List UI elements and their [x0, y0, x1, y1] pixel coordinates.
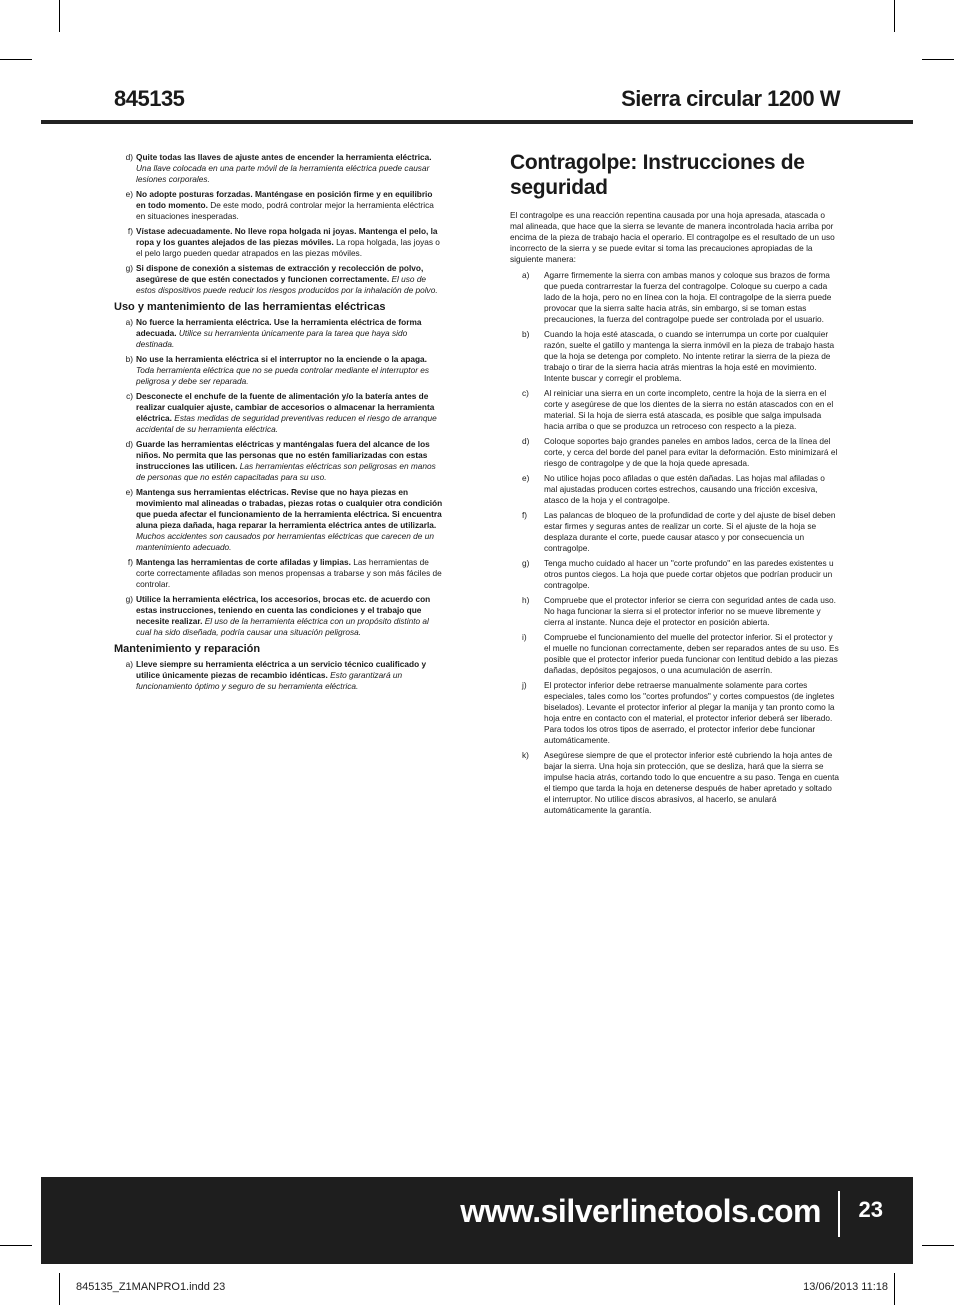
item-text: [136, 659, 444, 692]
page-number: 23: [858, 1197, 883, 1222]
item-text: [136, 557, 444, 590]
item-text: Tenga mucho cuidado al hacer un "corte profundo" en las paredes existentes u otros puntos ciegos. La hoja que puede cortar objetos que podrían producir un contragolpe.: [544, 558, 834, 590]
item-text: [136, 487, 444, 553]
item-text-italic: Esto garantizará un funcionamiento óptimo y seguro de su herramienta eléctrica.: [136, 670, 403, 691]
item-label: a): [125, 317, 133, 327]
item-text: El protector inferior debe retraerse manualmente solamente para cortes especiales, tales como los "cortes profundos" y cortes compuestos (de ingletes biselados). Levante el protector inferior al plegar la manija y tan pronto como la hoja entre en contacto con el material, el protector inferior deberá ser liberado. Para todos los otros tipos de aserrado, el protector inferior debe funcionar automáticamente.: [544, 680, 835, 745]
item-label: k): [522, 750, 529, 760]
item-label: d): [522, 436, 530, 446]
list-item: [510, 270, 840, 325]
item-label: f): [127, 557, 133, 567]
item-text: Las palancas de bloqueo de la profundidad de corte y del ajuste de bisel deben estar firmes y seguras antes de realizar un corte. Si el ajuste de la hoja se desplaza durante el corte, puede causar atasco y por consecuencia un contragolpe.: [544, 510, 836, 553]
item-label: f): [522, 510, 528, 520]
item-label: a): [125, 659, 133, 669]
list-item: [114, 317, 444, 350]
item-text: [136, 263, 444, 296]
slug-filename: 845135_Z1MANPRO1.indd 23: [76, 1281, 226, 1293]
item-text: Al reiniciar una sierra en un corte incompleto, centre la hoja de la sierra en el corte y asegúrese de que los dientes de la sierra no están atascados con en el material. Si la hoja de sierra está atascada, es posible que salga impulsada hacia arriba o que se produzca un retroceso con respecto a la pieza.: [544, 388, 834, 431]
item-label: e): [125, 189, 133, 199]
list-item: [510, 510, 840, 554]
list-item: [114, 391, 444, 435]
item-text-bold: Mantenga las herramientas de corte afiladas y limpias.: [136, 557, 351, 567]
item-text: No utilice hojas poco afiladas o que estén dañadas. Las hojas mal afiladas o mal ajustadas producen cortes estrechos, causando una fricción excesiva, atasco de la hoja y el contragolpe.: [544, 473, 825, 505]
left-column: [114, 152, 444, 696]
item-text-italic: Estas medidas de seguridad preventivas reducen el riesgo de arranque accidental de su herramienta eléctrica.: [136, 413, 437, 434]
item-text: [136, 317, 444, 350]
list-item: [510, 632, 840, 676]
item-label: d): [125, 152, 133, 162]
item-text-italic: El uso de estos dispositivos puede reducir los riesgos producidos por la inhalación de polvo.: [136, 274, 438, 295]
website-link[interactable]: www.silverlinetools.com: [460, 1193, 821, 1229]
crop-mark: [59, 1273, 60, 1305]
item-label: h): [522, 595, 530, 605]
item-label: c): [522, 388, 529, 398]
item-label: e): [522, 473, 530, 483]
list-item: [510, 750, 840, 816]
item-text: [136, 594, 444, 638]
item-text-bold: Si dispone de conexión a sistemas de extracción y recolección de polvo, asegúrese de que estén conectados y funcionen correctamente.: [136, 263, 424, 284]
item-text: Asegúrese siempre de que el protector inferior esté cubriendo la hoja antes de bajar la sierra. Una hoja sin protección, que se desliza, hará que la sierra se impulse hacia atrás, cortando todo lo que encuentre a su paso. Tenga en cuenta el tiempo que tarda la hoja en detenerse después de haber apretado y soltado el interruptor. No utilice discos abrasivos, al hacerlo, se anulará automáticamente la garantía.: [544, 750, 840, 815]
list-item: [510, 595, 840, 628]
list-item: [114, 439, 444, 483]
crop-mark: [59, 0, 60, 32]
item-label: c): [126, 391, 133, 401]
item-text: [136, 152, 444, 185]
right-column: [510, 150, 840, 820]
item-text: [136, 391, 444, 435]
item-text-bold: Desconecte el enchufe de la fuente de alimentación y/o la batería antes de realizar cualquier ajuste, cambiar de accesorios o almacenar la herramienta eléctrica.: [136, 391, 435, 423]
item-label: j): [522, 680, 527, 690]
item-text-bold: Guarde las herramientas eléctricas y manténgalas fuera del alcance de los niños. No permita que las personas que no estén familiarizadas con estas instrucciones las utilicen.: [136, 439, 430, 471]
safety-list-service: [114, 659, 444, 692]
crop-mark: [894, 0, 895, 32]
item-text-italic: Muchos accidentes son causados por herramientas eléctricas que carecen de un mantenimiento adecuado.: [136, 531, 434, 552]
item-text: [136, 354, 444, 387]
list-item: [510, 473, 840, 506]
item-label: a): [522, 270, 530, 280]
header-divider: [41, 120, 913, 124]
item-text-italic: Toda herramienta eléctrica que no se pueda controlar mediante el interruptor es peligrosa y debe ser reparada.: [136, 365, 430, 386]
item-text: Agarre firmemente la sierra con ambas manos y coloque sus brazos de forma que pueda contrarrestar la fuerza del contragolpe. Coloque su cuerpo a cada lado de la hoja, pero no en línea con la hoja. El contragolpe de la sierra puede provocar que la sierra salte hacia atrás, sin embargo, si se toman estas precauciones, la fuerza del contragolpe puede ser controlada por el usuario.: [544, 270, 832, 324]
item-label: b): [125, 354, 133, 364]
slug-date: 13/06/2013 11:18: [803, 1281, 888, 1293]
item-text-italic: Utilice su herramienta únicamente para la tarea que haya sido destinada.: [136, 328, 408, 349]
list-item: [114, 226, 444, 259]
crop-mark: [0, 1245, 32, 1246]
list-item: [114, 487, 444, 553]
item-text: [136, 189, 444, 222]
list-item: [114, 557, 444, 590]
item-text-bold: Utilice la herramienta eléctrica, los accesorios, brocas etc. de acuerdo con estas instrucciones, teniendo en cuenta las condiciones y el trabajo que necesite realizar.: [136, 594, 431, 626]
item-text: Compruebe que el protector inferior se cierra con seguridad antes de cada uso. No haga funcionar la sierra si el protector inferior no se mueve libremente y cierra al instante. Nunca deje el protector en posición abierta.: [544, 595, 836, 627]
item-text-plain: La ropa holgada, las joyas o el pelo largo pueden quedar atrapados en las piezas móviles.: [136, 237, 440, 258]
list-item: [114, 354, 444, 387]
list-item: [114, 659, 444, 692]
kickback-heading: Contragolpe: Instrucciones de seguridad: [510, 151, 805, 199]
list-item: [114, 594, 444, 638]
list-item: [510, 388, 840, 432]
section-heading-use-maintenance: Uso y mantenimiento de las herramientas eléctricas: [114, 301, 386, 313]
item-text: Compruebe el funcionamiento del muelle del protector inferior. Si el protector y el muelle no funcionan correctamente, deben ser reparados antes de su uso. Es posible que el protector inferior pueda funcionar con lentitud debido a las piezas dañadas, depósitos pegajosos, o una acumulación de aserrín.: [544, 632, 839, 675]
item-label: g): [125, 263, 133, 273]
list-item: [114, 189, 444, 222]
item-text-plain: De este modo, podrá controlar mejor la herramienta eléctrica en situaciones inesperadas.: [136, 200, 434, 221]
safety-list-use-maintenance: [114, 317, 444, 638]
item-text-bold: No adopte posturas forzadas. Manténgase en posición firme y en equilibrio en todo momento.: [136, 189, 433, 210]
crop-mark: [894, 1273, 895, 1305]
item-label: b): [522, 329, 530, 339]
item-text-bold: No fuerce la herramienta eléctrica. Use la herramienta eléctrica de forma adecuada.: [136, 317, 422, 338]
item-text-bold: Lleve siempre su herramienta eléctrica a un servicio técnico cualificado y utilice únicamente piezas de recambio idénticas.: [136, 659, 427, 680]
kickback-list: [510, 270, 840, 816]
item-text: Coloque soportes bajo grandes paneles en ambos lados, cerca de la línea del corte, y cerca del borde del panel para evitar la deformación. Esto minimizará el riesgo de contragolpe y de que la hoja quede apresada.: [544, 436, 838, 468]
list-item: [114, 152, 444, 185]
list-item: [510, 329, 840, 384]
item-text-italic: Una llave colocada en una parte móvil de la herramienta eléctrica puede causar lesiones corporales.: [136, 163, 430, 184]
crop-mark: [922, 59, 954, 60]
item-text: [136, 439, 444, 483]
item-text-bold: Mantenga sus herramientas eléctricas. Revise que no haya piezas en movimiento mal alineadas o trabadas, piezas rotas o cualquier otra condición que pueda afectar el funcionamiento de la herramienta eléctrica. Si encuentra aluna pieza dañada, haga reparar la herramienta eléctrica antes de utilizarla.: [136, 487, 443, 530]
list-item: [510, 680, 840, 746]
product-code: 845135: [114, 86, 185, 111]
item-text-bold: Quite todas las llaves de ajuste antes de encender la herramienta eléctrica.: [136, 152, 432, 162]
crop-mark: [0, 59, 32, 60]
crop-mark: [922, 1245, 954, 1246]
page-title: Sierra circular 1200 W: [621, 86, 840, 111]
item-label: d): [125, 439, 133, 449]
footer-separator: [838, 1191, 840, 1237]
item-label: e): [125, 487, 133, 497]
item-text-italic: Las herramientas eléctricas son peligrosas en manos de personas que no estén capacitadas para su uso.: [136, 461, 436, 482]
kickback-intro: El contragolpe es una reacción repentina causada por una hoja apresada, atascada o mal alineada, que hace que la sierra se levante de manera incontrolada hacia arriba por encima de la pieza de trabajo hacia el operario. El contragolpe es el resultado de un uso incorrecto de la sierra y se puede evitar si toma las precauciones apropiadas de la siguiente manera:: [510, 210, 835, 264]
item-text-plain: Las herramientas de corte correctamente afiladas son menos propensas a trabarse y son más fáciles de controlar.: [136, 557, 442, 589]
section-heading-service: Mantenimiento y reparación: [114, 643, 261, 655]
item-text-bold: No use la herramienta eléctrica si el interruptor no la enciende o la apaga.: [136, 354, 427, 364]
safety-list-personal: [114, 152, 444, 296]
item-text-italic: El uso de la herramienta eléctrica con un propósito distinto al cual ha sido diseñada, podría causar una situación peligrosa.: [136, 616, 429, 637]
footer-bar: [41, 1177, 913, 1264]
list-item: [510, 436, 840, 469]
list-item: [114, 263, 444, 296]
item-text-bold: Vístase adecuadamente. No lleve ropa holgada ni joyas. Mantenga el pelo, la ropa y los guantes alejados de las piezas móviles.: [136, 226, 438, 247]
list-item: [510, 558, 840, 591]
item-label: g): [125, 594, 133, 604]
item-text: Cuando la hoja esté atascada, o cuando se interrumpa un corte por cualquier razón, suelte el gatillo y mantenga la sierra inmóvil en la pieza de trabajo hasta que la hoja se detenga por completo. No intente retirar la sierra de la pieza de trabajo o tirar de la sierra hacia atrás mientras la hoja esté en movimiento. Intente buscar y corregir el problema.: [544, 329, 835, 383]
item-label: g): [522, 558, 530, 568]
item-label: f): [127, 226, 133, 236]
item-text: [136, 226, 444, 259]
item-label: i): [522, 632, 527, 642]
